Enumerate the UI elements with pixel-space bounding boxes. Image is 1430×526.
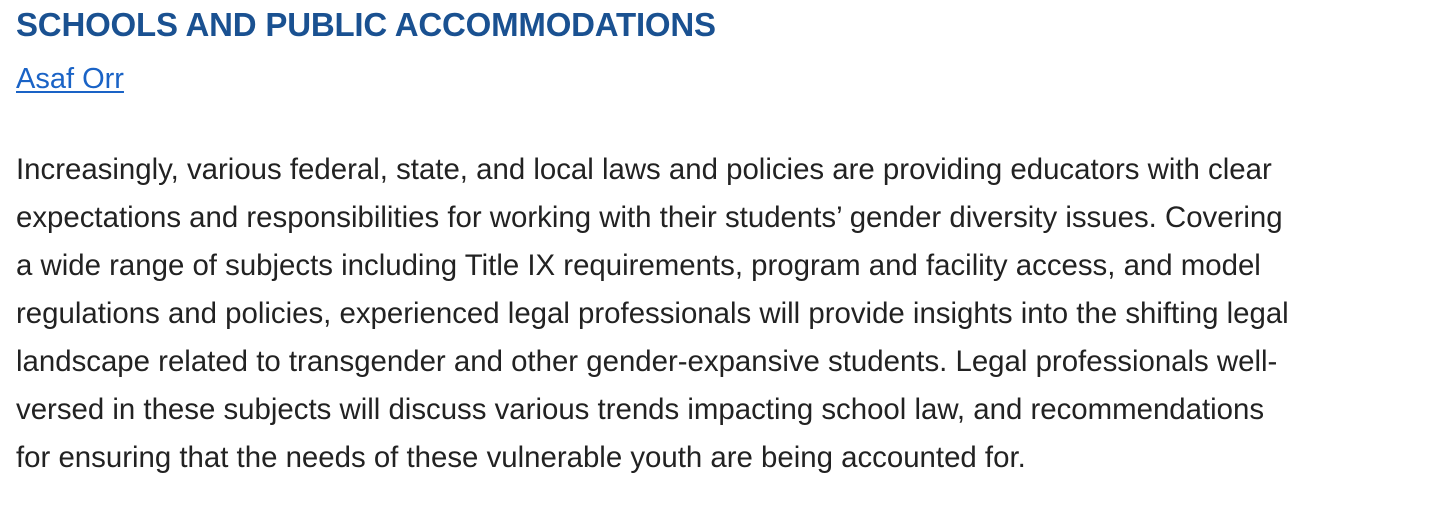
description-paragraph <box>16 146 1414 482</box>
paragraph-line: Increasingly, various federal, state, and local laws and policies are providing educators with clear <box>16 153 1272 186</box>
paragraph-line: versed in these subjects will discuss various trends impacting school law, and recommendations <box>16 393 1265 426</box>
paragraph-line: regulations and policies, experienced legal professionals will provide insights into the shifting legal <box>16 297 1289 330</box>
paragraph-line: for ensuring that the needs of these vulnerable youth are being accounted for. <box>16 441 1026 474</box>
paragraph-line: landscape related to transgender and other gender-expansive students. Legal professionals well- <box>16 345 1278 378</box>
paragraph-line: a wide range of subjects including Title IX requirements, program and facility access, and model <box>16 249 1261 282</box>
section-title: SCHOOLS AND PUBLIC ACCOMMODATIONS <box>16 6 716 43</box>
author-link[interactable]: Asaf Orr <box>16 63 124 95</box>
author-row <box>16 45 1414 96</box>
paragraph-line: expectations and responsibilities for working with their students’ gender diversity issues. Covering <box>16 201 1283 234</box>
